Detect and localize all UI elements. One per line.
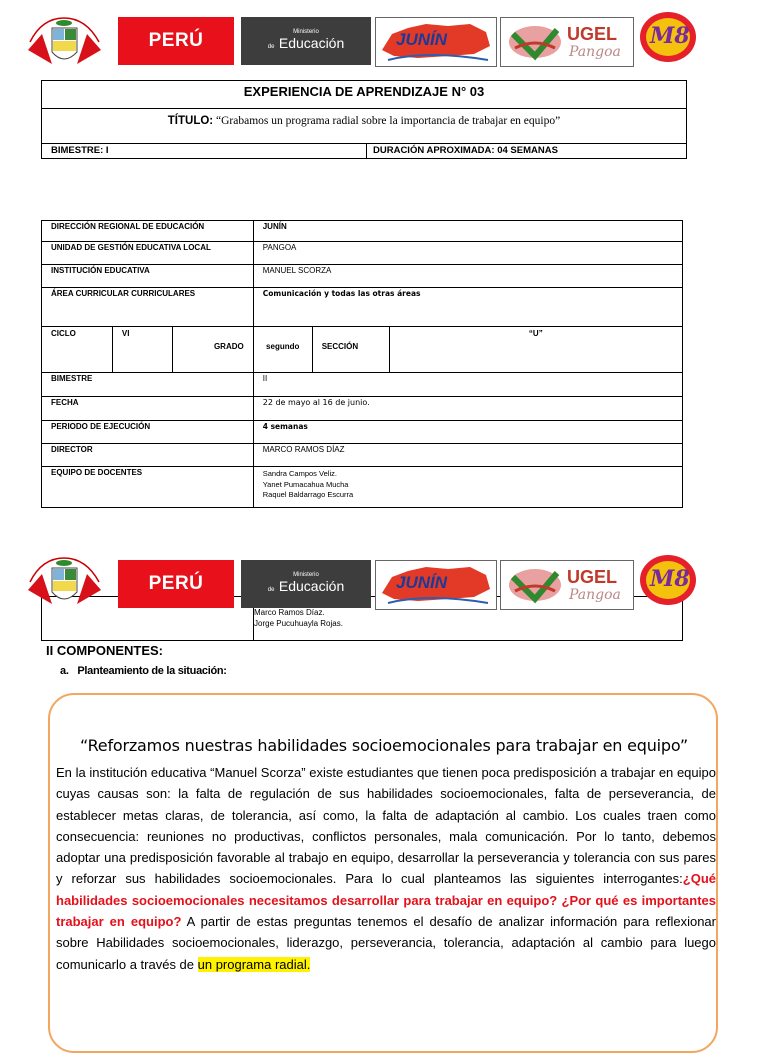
row-label: DIRECCIÓN REGIONAL DE EDUCACIÓN [42, 221, 254, 242]
table-row [42, 397, 683, 421]
coat-of-arms-icon [22, 12, 107, 70]
row-label: PERIODO DE EJECUCIÓN [42, 421, 254, 444]
ministerio-de-text: de [267, 44, 275, 50]
peru-logo [118, 560, 234, 608]
grado-value: segundo [253, 327, 312, 373]
junin-logo [375, 560, 497, 610]
duracion-cell [366, 143, 687, 159]
row-value: PANGOA [253, 242, 682, 265]
row-label: ÁREA CURRICULAR CURRICULARES [42, 288, 254, 327]
row-value: II [253, 373, 682, 397]
grado-label: GRADO [172, 327, 253, 373]
table-row [42, 242, 683, 265]
table-row [42, 444, 683, 467]
equipo-member: Sandra Campos Veliz. [262, 469, 337, 478]
ministerio-logo [241, 560, 371, 608]
row-label: FECHA [42, 397, 254, 421]
peru-logo-text: PERÚ [148, 573, 204, 594]
table-row-equipo [42, 467, 683, 508]
m8-logo [638, 554, 698, 606]
titulo-line [42, 115, 686, 127]
ugel-logo-text: UGEL [567, 567, 618, 587]
row-value: 22 de mayo al 16 de junio. [253, 397, 682, 421]
equipo-member: Yanet Pumacahua Mucha [262, 479, 349, 489]
ugel-emblem-icon [505, 22, 565, 62]
m8-logo [638, 11, 698, 63]
experience-title: EXPERIENCIA DE APRENDIZAJE N° 03 [243, 84, 485, 99]
row-value: Comunicación y todas las otras áreas [253, 288, 682, 327]
row-value: JUNÍN [253, 221, 682, 242]
equipo-list [253, 467, 682, 508]
row-value: MANUEL SCORZA [253, 265, 682, 288]
junin-logo-text: JUNÍN [396, 30, 448, 49]
bimestre-cell [41, 143, 367, 159]
ministerio-logo [241, 17, 371, 65]
table-row [42, 265, 683, 288]
situation-text-1: En la institución educativa “Manuel Scorza” existe estudiantes que tienen poca predisposición a trabajar en equipo cuyas causas son: la falta de regulación de sus habilidades socioemocionales, falta de perseverancia, de establecer metas claras, de tolerancia, así como, la falta de adaptación al cambio. Los cuales traen como consecuencia: reuniones no productivas, conflictos personales, mala comunicación. Por lo tanto, debemos adoptar una predisposición favorable al trabajo en equipo, desarrollar la perseverancia y tolerancia con sus pares y reforzar sus habilidades socioemocionales. Para lo cual planteamos las siguientes interrogantes: [56, 765, 716, 887]
header-title-row [41, 80, 687, 109]
situation-text-2: A partir de estas preguntas tenemos el desafío de analizar información para reflexionar sobre Habilidades socioemocionales, liderazgo, perseverancia, tolerancia, adaptación al cambio para luego comunicarlo a través de [56, 914, 716, 972]
peru-logo [118, 17, 234, 65]
table-row [42, 373, 683, 397]
row-label: UNIDAD DE GESTIÓN EDUCATIVA LOCAL [42, 242, 254, 265]
situation-highlight: un programa radial. [197, 956, 311, 972]
info-table [41, 220, 683, 508]
titulo-value: “Grabamos un programa radial sobre la importancia de trabajar en equipo” [216, 115, 561, 127]
logo-bar-page2 [0, 550, 768, 612]
ugel-pangoa-logo [500, 17, 634, 67]
table-row [42, 288, 683, 327]
equipo-member: Jorge Pucuhuayla Rojas. [254, 619, 343, 628]
equipo-member: Raquel Baldarrago Escurra [262, 490, 354, 499]
junin-logo-text: JUNÍN [396, 573, 448, 592]
seccion-label: SECCIÓN [312, 327, 389, 373]
ugel-logo-text: UGEL [567, 24, 618, 44]
planteamiento-letter: a. [60, 665, 69, 677]
situation-paragraph [56, 762, 716, 975]
planteamiento-heading [60, 665, 227, 677]
row-value: MARCO RAMOS DÍAZ [253, 444, 682, 467]
bimestre-text: BIMESTRE: I [51, 145, 109, 156]
pangoa-logo-text: Pangoa [569, 44, 621, 60]
componentes-heading: II COMPONENTES: [46, 643, 164, 658]
ministerio-small-text: Ministerio [293, 572, 319, 578]
table-row [42, 421, 683, 444]
header-titulo-row [41, 108, 687, 144]
row-label: BIMESTRE [42, 373, 254, 397]
ciclo-label: CICLO [42, 327, 113, 373]
m8-logo-text: M8 [650, 23, 690, 49]
planteamiento-text: Planteamiento de la situación: [77, 665, 227, 677]
equipo-member: Marco Ramos Díaz. [254, 608, 325, 617]
pangoa-logo-text: Pangoa [569, 587, 621, 603]
ministerio-big-text: Educación [278, 35, 345, 51]
seccion-value: “U” [389, 327, 682, 373]
row-label: INSTITUCIÓN EDUCATIVA [42, 265, 254, 288]
peru-logo-text: PERÚ [148, 30, 204, 51]
ministerio-big-text: Educación [278, 578, 345, 594]
row-label: DIRECTOR [42, 444, 254, 467]
duracion-text: DURACIÓN APROXIMADA: 04 SEMANAS [373, 145, 558, 156]
coat-of-arms-icon [22, 552, 107, 610]
junin-logo [375, 17, 497, 67]
table-row [42, 221, 683, 242]
m8-logo-text: M8 [650, 566, 690, 592]
ugel-pangoa-logo [500, 560, 634, 610]
ugel-emblem-icon [505, 565, 565, 605]
situation-questions: ¿Qué habilidades socioemocionales necesitamos desarrollar para trabajar en equipo? ¿Por qué es importantes trabajar en equipo? [56, 871, 716, 930]
row-value: 4 semanas [253, 421, 682, 444]
ciclo-value: VI [112, 327, 172, 373]
logo-bar-top [0, 0, 768, 80]
titulo-label: TÍTULO: [167, 115, 214, 127]
situation-title: “Reforzamos nuestras habilidades socioemocionales para trabajar en equipo” [80, 736, 688, 755]
ministerio-small-text: Ministerio [293, 29, 319, 35]
ministerio-de-text: de [267, 587, 275, 593]
table-row-ciclo [42, 327, 683, 373]
equipo-label: EQUIPO DE DOCENTES [42, 467, 254, 508]
